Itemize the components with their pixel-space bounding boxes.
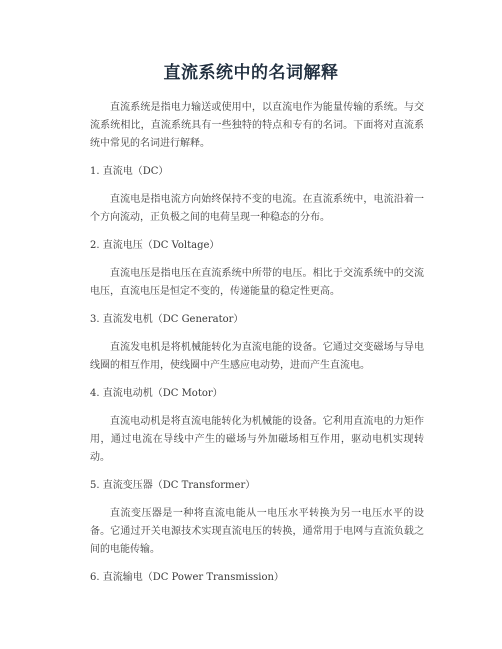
section-text-dc-voltage: 直流电压是指电压在直流系统中所带的电压。相比于交流系统中的交流电压，直流电压是恒定不变的，传递能量的稳定性更高。 [90, 268, 424, 297]
section-text-dc-transformer: 直流变压器是一种将直流电能从一电压水平转换为另一电压水平的设备。它通过开关电源技术实现直流电压的转换，通常用于电网与直流负载之间的电能传输。 [90, 508, 424, 555]
section-heading-dc-voltage: 2. 直流电压（DC Voltage） [90, 240, 220, 251]
section-heading-dc-motor: 4. 直流电动机（DC Motor） [90, 388, 223, 399]
section-heading-dc-transformer: 5. 直流变压器（DC Transformer） [90, 480, 256, 491]
section-text-dc: 直流电是指电流方向始终保持不变的电流。在直流系统中，电流沿着一个方向流动，正负极之间的电荷呈现一种稳态的分布。 [90, 194, 424, 223]
document-body [90, 99, 424, 597]
section-text-dc-generator: 直流发电机是将机械能转化为直流电能的设备。它通过交变磁场与导电线圈的相互作用，使线圈中产生感应电动势，进而产生直流电。 [90, 342, 424, 371]
intro-paragraph: 直流系统是指电力输送或使用中，以直流电作为能量传输的系统。与交流系统相比，直流系统具有一些独特的特点和专有的名词。下面将对直流系统中常见的名词进行解释。 [90, 102, 424, 149]
section-heading-dc: 1. 直流电（DC） [90, 166, 169, 177]
section-heading-dc-generator: 3. 直流发电机（DC Generator） [90, 314, 244, 325]
section-text-dc-motor: 直流电动机是将直流电能转化为机械能的设备。它利用直流电的力矩作用，通过电流在导线中产生的磁场与外加磁场相互作用，驱动电机实现转动。 [90, 416, 424, 463]
section-heading-dc-transmission: 6. 直流输电（DC Power Transmission） [90, 572, 284, 583]
page-title: 直流系统中的名词解释 [163, 63, 339, 83]
